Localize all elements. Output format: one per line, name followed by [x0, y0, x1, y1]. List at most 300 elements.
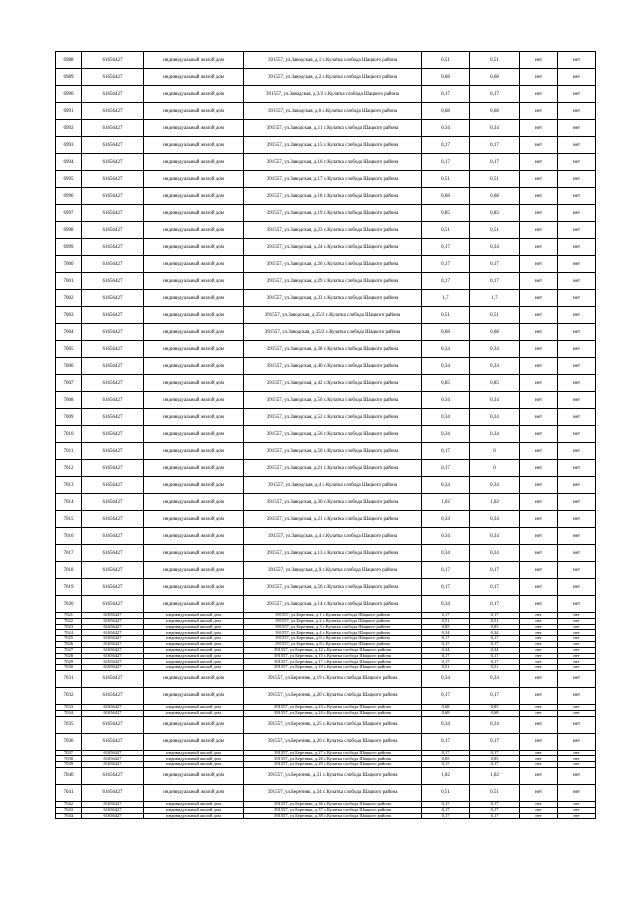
table-row	[56, 341, 596, 358]
cell-flag-d: нет	[558, 624, 596, 630]
cell-flag-c: нет	[520, 647, 558, 653]
cell-oktmo-code: 61656427	[82, 69, 144, 86]
cell-value-b: 0,17	[470, 137, 520, 154]
cell-value-a: 0,17	[422, 256, 470, 273]
cell-value-b: 0,51	[470, 784, 520, 801]
cell-object-type: индивидуальный жилой дом	[144, 392, 244, 409]
cell-row-number: 7018	[56, 562, 82, 579]
cell-flag-c: нет	[520, 290, 558, 307]
cell-object-type: индивидуальный жилой дом	[144, 659, 244, 665]
cell-object-address: 391557, ул.Березняк, д.1 с.Кулатка слобода Шацкого района	[244, 613, 422, 619]
cell-value-a: 0,85	[422, 375, 470, 392]
cell-value-a: 0,17	[422, 86, 470, 103]
cell-object-address: 391557, ул.Заводская, д.26 с.Кулатка слобода Шацкого района	[244, 256, 422, 273]
cell-object-address: 391557, ул.Заводская, д.3/2 с.Кулатка слобода Шацкого района	[244, 86, 422, 103]
cell-value-b: 0,17	[470, 596, 520, 613]
cell-oktmo-code: 61656427	[82, 477, 144, 494]
cell-object-type: индивидуальный жилой дом	[144, 273, 244, 290]
table-row	[56, 596, 596, 613]
cell-flag-c: нет	[520, 579, 558, 596]
cell-row-number: 7044	[56, 813, 82, 819]
table-row	[56, 239, 596, 256]
cell-flag-d: нет	[558, 756, 596, 762]
cell-oktmo-code: 61656427	[82, 665, 144, 671]
cell-object-type: индивидуальный жилой дом	[144, 409, 244, 426]
cell-object-type: индивидуальный жилой дом	[144, 375, 244, 392]
cell-object-type: индивидуальный жилой дом	[144, 813, 244, 819]
cell-flag-d: нет	[558, 273, 596, 290]
cell-flag-c: нет	[520, 750, 558, 756]
cell-object-type: индивидуальный жилой дом	[144, 528, 244, 545]
cell-object-address: 391557, ул.Березняк, д.34 с.Кулатка слобода Шацкого района	[244, 784, 422, 801]
cell-value-b: 0,68	[470, 103, 520, 120]
cell-value-b: 0,85	[470, 375, 520, 392]
cell-value-b: 0,34	[470, 647, 520, 653]
cell-oktmo-code: 61656427	[82, 290, 144, 307]
cell-object-address: 391557, ул.Заводская, д.52 с.Кулатка слобода Шацкого района	[244, 409, 422, 426]
cell-object-type: индивидуальный жилой дом	[144, 665, 244, 671]
cell-value-a: 0,17	[422, 443, 470, 460]
cell-flag-d: нет	[558, 86, 596, 103]
cell-oktmo-code: 61656427	[82, 647, 144, 653]
table-row	[56, 733, 596, 750]
cell-value-b: 0,68	[470, 188, 520, 205]
cell-value-a: 0,34	[422, 647, 470, 653]
cell-object-address: 391557, ул.Заводская, д.42 с.Кулатка слобода Шацкого района	[244, 375, 422, 392]
cell-oktmo-code: 61656427	[82, 767, 144, 784]
cell-oktmo-code: 61656427	[82, 756, 144, 762]
cell-row-number: 6995	[56, 171, 82, 188]
cell-value-a: 0,17	[422, 733, 470, 750]
table-row	[56, 579, 596, 596]
cell-value-a: 0,17	[422, 750, 470, 756]
cell-value-b: 0,68	[470, 69, 520, 86]
cell-value-b: 0,17	[470, 801, 520, 807]
table-row	[56, 813, 596, 819]
cell-object-address: 391557, ул.Заводская, д.4 с.Кулатка слобода Шацкого района	[244, 477, 422, 494]
cell-value-a: 0,68	[422, 188, 470, 205]
cell-flag-d: нет	[558, 341, 596, 358]
cell-object-address: 391557, ул.Заводская, д.2 с.Кулатка слобода Шацкого района	[244, 69, 422, 86]
cell-flag-c: нет	[520, 716, 558, 733]
cell-value-b: 0,51	[470, 618, 520, 624]
cell-flag-c: нет	[520, 807, 558, 813]
cell-value-b: 0,85	[470, 756, 520, 762]
cell-flag-c: нет	[520, 103, 558, 120]
cell-oktmo-code: 61656427	[82, 562, 144, 579]
cell-flag-d: нет	[558, 767, 596, 784]
cell-value-a: 0,85	[422, 624, 470, 630]
cell-row-number: 7035	[56, 716, 82, 733]
cell-oktmo-code: 61656427	[82, 596, 144, 613]
cell-flag-d: нет	[558, 750, 596, 756]
cell-object-address: 391557, ул.Березняк, д.20 с.Кулатка слобода Шацкого района	[244, 687, 422, 704]
cell-object-type: индивидуальный жилой дом	[144, 636, 244, 642]
cell-object-type: индивидуальный жилой дом	[144, 86, 244, 103]
cell-object-type: индивидуальный жилой дом	[144, 801, 244, 807]
cell-oktmo-code: 61656427	[82, 137, 144, 154]
cell-flag-d: нет	[558, 120, 596, 137]
table-row	[56, 52, 596, 69]
cell-flag-c: нет	[520, 636, 558, 642]
cell-row-number: 7017	[56, 545, 82, 562]
table-row	[56, 222, 596, 239]
cell-flag-d: нет	[558, 103, 596, 120]
cell-value-b: 0,17	[470, 562, 520, 579]
cell-oktmo-code: 61656427	[82, 341, 144, 358]
cell-value-a: 0,17	[422, 636, 470, 642]
table-row	[56, 392, 596, 409]
cell-value-b: 0,68	[470, 710, 520, 716]
table-body	[56, 52, 596, 819]
cell-object-type: индивидуальный жилой дом	[144, 324, 244, 341]
cell-object-address: 391557, ул.Заводская, д.40 с.Кулатка слобода Шацкого района	[244, 358, 422, 375]
cell-object-address: 391557, ул.Заводская, д.50 с.Кулатка слобода Шацкого района	[244, 392, 422, 409]
cell-oktmo-code: 61656427	[82, 171, 144, 188]
table-row	[56, 137, 596, 154]
cell-row-number: 7012	[56, 460, 82, 477]
cell-object-type: индивидуальный жилой дом	[144, 733, 244, 750]
cell-object-type: индивидуальный жилой дом	[144, 205, 244, 222]
cell-flag-d: нет	[558, 801, 596, 807]
cell-flag-c: нет	[520, 324, 558, 341]
table-row	[56, 562, 596, 579]
cell-object-type: индивидуальный жилой дом	[144, 710, 244, 716]
cell-value-b: 0,34	[470, 120, 520, 137]
cell-oktmo-code: 61656427	[82, 307, 144, 324]
cell-oktmo-code: 61656427	[82, 154, 144, 171]
cell-object-type: индивидуальный жилой дом	[144, 341, 244, 358]
cell-object-type: индивидуальный жилой дом	[144, 641, 244, 647]
cell-object-address: 391557, ул.Заводская, д.9 с.Кулатка слобода Шацкого района	[244, 562, 422, 579]
cell-object-type: индивидуальный жилой дом	[144, 154, 244, 171]
cell-flag-c: нет	[520, 341, 558, 358]
cell-object-address: 391557, ул.Березняк, д.38 с.Кулатка слобода Шацкого района	[244, 813, 422, 819]
cell-flag-d: нет	[558, 137, 596, 154]
cell-object-type: индивидуальный жилой дом	[144, 704, 244, 710]
cell-value-a: 0,34	[422, 341, 470, 358]
cell-flag-c: нет	[520, 86, 558, 103]
cell-flag-d: нет	[558, 579, 596, 596]
cell-object-address: 391557, ул.Березняк, д.25 с.Кулатка слобода Шацкого района	[244, 716, 422, 733]
cell-row-number: 7039	[56, 762, 82, 768]
cell-oktmo-code: 61656427	[82, 239, 144, 256]
cell-object-type: индивидуальный жилой дом	[144, 426, 244, 443]
cell-flag-c: нет	[520, 239, 558, 256]
cell-value-a: 0,51	[422, 52, 470, 69]
cell-flag-c: нет	[520, 710, 558, 716]
cell-flag-c: нет	[520, 767, 558, 784]
table-row	[56, 409, 596, 426]
cell-flag-c: нет	[520, 511, 558, 528]
cell-value-a: 0,34	[422, 358, 470, 375]
cell-value-b: 0	[470, 460, 520, 477]
table-row	[56, 511, 596, 528]
table-row	[56, 443, 596, 460]
cell-flag-c: нет	[520, 528, 558, 545]
cell-flag-d: нет	[558, 69, 596, 86]
cell-flag-c: нет	[520, 670, 558, 687]
cell-flag-c: нет	[520, 756, 558, 762]
cell-flag-d: нет	[558, 290, 596, 307]
cell-oktmo-code: 61656427	[82, 716, 144, 733]
cell-object-type: индивидуальный жилой дом	[144, 443, 244, 460]
cell-row-number: 6997	[56, 205, 82, 222]
cell-flag-c: нет	[520, 562, 558, 579]
cell-oktmo-code: 61656427	[82, 630, 144, 636]
cell-row-number: 7026	[56, 641, 82, 647]
cell-oktmo-code: 61656427	[82, 222, 144, 239]
cell-object-type: индивидуальный жилой дом	[144, 307, 244, 324]
cell-flag-c: нет	[520, 307, 558, 324]
cell-value-a: 0,17	[422, 659, 470, 665]
cell-oktmo-code: 61656427	[82, 784, 144, 801]
cell-flag-d: нет	[558, 613, 596, 619]
table-row	[56, 188, 596, 205]
cell-row-number: 7034	[56, 710, 82, 716]
cell-flag-d: нет	[558, 636, 596, 642]
cell-row-number: 7007	[56, 375, 82, 392]
cell-value-a: 1,7	[422, 290, 470, 307]
cell-value-a: 0,68	[422, 704, 470, 710]
cell-value-a: 0,68	[422, 324, 470, 341]
cell-value-b: 0,51	[470, 171, 520, 188]
cell-flag-d: нет	[558, 807, 596, 813]
cell-row-number: 7011	[56, 443, 82, 460]
cell-object-address: 391557, ул.Березняк, д.8 с.Кулатка слобода Шацкого района	[244, 641, 422, 647]
cell-value-b: 0,85	[470, 624, 520, 630]
cell-value-a: 1,02	[422, 767, 470, 784]
table-row	[56, 171, 596, 188]
cell-flag-d: нет	[558, 256, 596, 273]
cell-row-number: 7032	[56, 687, 82, 704]
cell-flag-c: нет	[520, 256, 558, 273]
cell-flag-d: нет	[558, 375, 596, 392]
cell-flag-d: нет	[558, 762, 596, 768]
cell-flag-c: нет	[520, 801, 558, 807]
table-row	[56, 324, 596, 341]
cell-object-type: индивидуальный жилой дом	[144, 103, 244, 120]
cell-object-address: 391557, ул.Березняк, д.28 с.Кулатка слобода Шацкого района	[244, 756, 422, 762]
cell-object-type: индивидуальный жилой дом	[144, 494, 244, 511]
cell-oktmo-code: 61656427	[82, 613, 144, 619]
cell-object-type: индивидуальный жилой дом	[144, 290, 244, 307]
cell-object-address: 391557, ул.Заводская, д.21 с.Кулатка слобода Шацкого района	[244, 460, 422, 477]
cell-object-type: индивидуальный жилой дом	[144, 762, 244, 768]
cell-oktmo-code: 61656427	[82, 624, 144, 630]
cell-object-address: 391557, ул.Заводская, д.11 с.Кулатка слобода Шацкого района	[244, 120, 422, 137]
cell-flag-d: нет	[558, 443, 596, 460]
cell-flag-d: нет	[558, 52, 596, 69]
cell-value-b: 0,34	[470, 630, 520, 636]
cell-object-type: индивидуальный жилой дом	[144, 222, 244, 239]
cell-value-b: 0,34	[470, 545, 520, 562]
cell-value-b: 0,85	[470, 704, 520, 710]
cell-row-number: 6992	[56, 120, 82, 137]
cell-flag-d: нет	[558, 307, 596, 324]
cell-object-address: 391557, ул.Заводская, д.33 с.Кулатка слобода Шацкого района	[244, 290, 422, 307]
cell-flag-c: нет	[520, 733, 558, 750]
cell-value-b: 0,17	[470, 636, 520, 642]
cell-flag-d: нет	[558, 784, 596, 801]
cell-oktmo-code: 61656427	[82, 670, 144, 687]
cell-value-b: 0,17	[470, 641, 520, 647]
table-row	[56, 784, 596, 801]
cell-object-address: 391557, ул.Березняк, д.19 с.Кулатка слобода Шацкого района	[244, 665, 422, 671]
table-row	[56, 290, 596, 307]
cell-flag-c: нет	[520, 624, 558, 630]
cell-oktmo-code: 61656427	[82, 324, 144, 341]
cell-object-address: 391557, ул.Заводская, д.4 с.Кулатка слобода Шацкого района	[244, 528, 422, 545]
cell-value-a: 0,17	[422, 239, 470, 256]
cell-oktmo-code: 61656427	[82, 807, 144, 813]
cell-value-a: 0,34	[422, 477, 470, 494]
cell-value-a: 0,17	[422, 460, 470, 477]
cell-object-type: индивидуальный жилой дом	[144, 618, 244, 624]
cell-value-a: 0,17	[422, 641, 470, 647]
cell-value-b: 0,51	[470, 307, 520, 324]
table-row	[56, 426, 596, 443]
cell-flag-c: нет	[520, 630, 558, 636]
cell-oktmo-code: 61656427	[82, 618, 144, 624]
cell-value-b: 0,17	[470, 659, 520, 665]
cell-oktmo-code: 61656427	[82, 528, 144, 545]
cell-value-a: 0,34	[422, 716, 470, 733]
cell-flag-d: нет	[558, 477, 596, 494]
cell-flag-d: нет	[558, 704, 596, 710]
cell-flag-d: нет	[558, 188, 596, 205]
table-row	[56, 460, 596, 477]
cell-flag-d: нет	[558, 710, 596, 716]
cell-oktmo-code: 61656427	[82, 653, 144, 659]
cell-value-a: 0,51	[422, 618, 470, 624]
cell-flag-c: нет	[520, 69, 558, 86]
cell-object-type: индивидуальный жилой дом	[144, 477, 244, 494]
cell-object-type: индивидуальный жилой дом	[144, 460, 244, 477]
cell-row-number: 7027	[56, 647, 82, 653]
cell-object-address: 391557, ул.Заводская, д.24 с.Кулатка слобода Шацкого района	[244, 239, 422, 256]
cell-oktmo-code: 61656427	[82, 801, 144, 807]
cell-object-type: индивидуальный жилой дом	[144, 52, 244, 69]
cell-value-b: 0,34	[470, 528, 520, 545]
cell-object-address: 391557, ул.Заводская, д.56 с.Кулатка слобода Шацкого района	[244, 579, 422, 596]
cell-flag-d: нет	[558, 687, 596, 704]
cell-oktmo-code: 61656427	[82, 704, 144, 710]
cell-value-a: 0,51	[422, 665, 470, 671]
cell-oktmo-code: 61656427	[82, 443, 144, 460]
cell-value-a: 0,17	[422, 273, 470, 290]
cell-value-b: 0,68	[470, 324, 520, 341]
cell-object-address: 391557, ул.Заводская, д.30 с.Кулатка слобода Шацкого района	[244, 494, 422, 511]
cell-flag-c: нет	[520, 222, 558, 239]
cell-value-a: 0,68	[422, 69, 470, 86]
cell-value-a: 0,34	[422, 120, 470, 137]
cell-value-a: 0,51	[422, 307, 470, 324]
cell-value-b: 0,51	[470, 222, 520, 239]
cell-flag-c: нет	[520, 784, 558, 801]
cell-row-number: 7003	[56, 307, 82, 324]
table-row	[56, 205, 596, 222]
cell-value-b: 0,51	[470, 52, 520, 69]
cell-object-address: 391557, ул.Березняк, д.19 с.Кулатка слобода Шацкого района	[244, 670, 422, 687]
cell-object-type: индивидуальный жилой дом	[144, 120, 244, 137]
cell-object-address: 391557, ул.Заводская, д.18 с.Кулатка слобода Шацкого района	[244, 188, 422, 205]
cell-object-type: индивидуальный жилой дом	[144, 69, 244, 86]
cell-row-number: 7004	[56, 324, 82, 341]
cell-value-b: 0,17	[470, 813, 520, 819]
cell-object-address: 391557, ул.Заводская, д.38 с.Кулатка слобода Шацкого района	[244, 341, 422, 358]
cell-flag-d: нет	[558, 562, 596, 579]
cell-value-b: 0,17	[470, 653, 520, 659]
cell-flag-c: нет	[520, 762, 558, 768]
cell-row-number: 6998	[56, 222, 82, 239]
cell-object-address: 391557, ул.Заводская, д.56 с.Кулатка слобода Шацкого района	[244, 426, 422, 443]
cell-oktmo-code: 61656427	[82, 545, 144, 562]
cell-value-a: 0,51	[422, 222, 470, 239]
cell-row-number: 7028	[56, 653, 82, 659]
cell-row-number: 6994	[56, 154, 82, 171]
cell-value-a: 0,85	[422, 756, 470, 762]
cell-oktmo-code: 61656427	[82, 409, 144, 426]
table-row	[56, 86, 596, 103]
cell-oktmo-code: 61656427	[82, 750, 144, 756]
cell-row-number: 7013	[56, 477, 82, 494]
cell-flag-d: нет	[558, 641, 596, 647]
cell-value-a: 0,51	[422, 784, 470, 801]
cell-row-number: 7038	[56, 756, 82, 762]
cell-oktmo-code: 61656427	[82, 375, 144, 392]
cell-object-address: 391557, ул.Заводская, д.35/3 с.Кулатка слобода Шацкого района	[244, 307, 422, 324]
cell-object-type: индивидуальный жилой дом	[144, 171, 244, 188]
cell-object-address: 391557, ул.Березняк, д.27 с.Кулатка слобода Шацкого района	[244, 750, 422, 756]
cell-row-number: 6993	[56, 137, 82, 154]
cell-row-number: 7005	[56, 341, 82, 358]
cell-flag-d: нет	[558, 670, 596, 687]
cell-value-b: 0,34	[470, 716, 520, 733]
cell-row-number: 7019	[56, 579, 82, 596]
cell-flag-c: нет	[520, 273, 558, 290]
cell-flag-d: нет	[558, 460, 596, 477]
cell-row-number: 7030	[56, 665, 82, 671]
cell-object-type: индивидуальный жилой дом	[144, 188, 244, 205]
cell-value-a: 0,68	[422, 103, 470, 120]
cell-value-b: 0,17	[470, 273, 520, 290]
cell-oktmo-code: 61656427	[82, 494, 144, 511]
cell-flag-c: нет	[520, 460, 558, 477]
cell-flag-d: нет	[558, 647, 596, 653]
cell-row-number: 7014	[56, 494, 82, 511]
cell-flag-d: нет	[558, 409, 596, 426]
cell-flag-c: нет	[520, 52, 558, 69]
cell-oktmo-code: 61656427	[82, 636, 144, 642]
cell-flag-c: нет	[520, 659, 558, 665]
cell-oktmo-code: 61656427	[82, 813, 144, 819]
cell-value-a: 0,17	[422, 562, 470, 579]
table-row	[56, 154, 596, 171]
cell-value-b: 0,34	[470, 511, 520, 528]
cell-flag-d: нет	[558, 545, 596, 562]
cell-flag-d: нет	[558, 511, 596, 528]
cell-object-address: 391557, ул.Березняк, д.12 с.Кулатка слобода Шацкого района	[244, 647, 422, 653]
cell-row-number: 7001	[56, 273, 82, 290]
cell-flag-c: нет	[520, 665, 558, 671]
cell-flag-d: нет	[558, 494, 596, 511]
cell-value-a: 0,17	[422, 687, 470, 704]
cell-flag-c: нет	[520, 813, 558, 819]
cell-oktmo-code: 61656427	[82, 641, 144, 647]
cell-object-address: 391557, ул.Заводская, д.23 с.Кулатка слобода Шацкого района	[244, 222, 422, 239]
cell-value-b: 0,17	[470, 687, 520, 704]
